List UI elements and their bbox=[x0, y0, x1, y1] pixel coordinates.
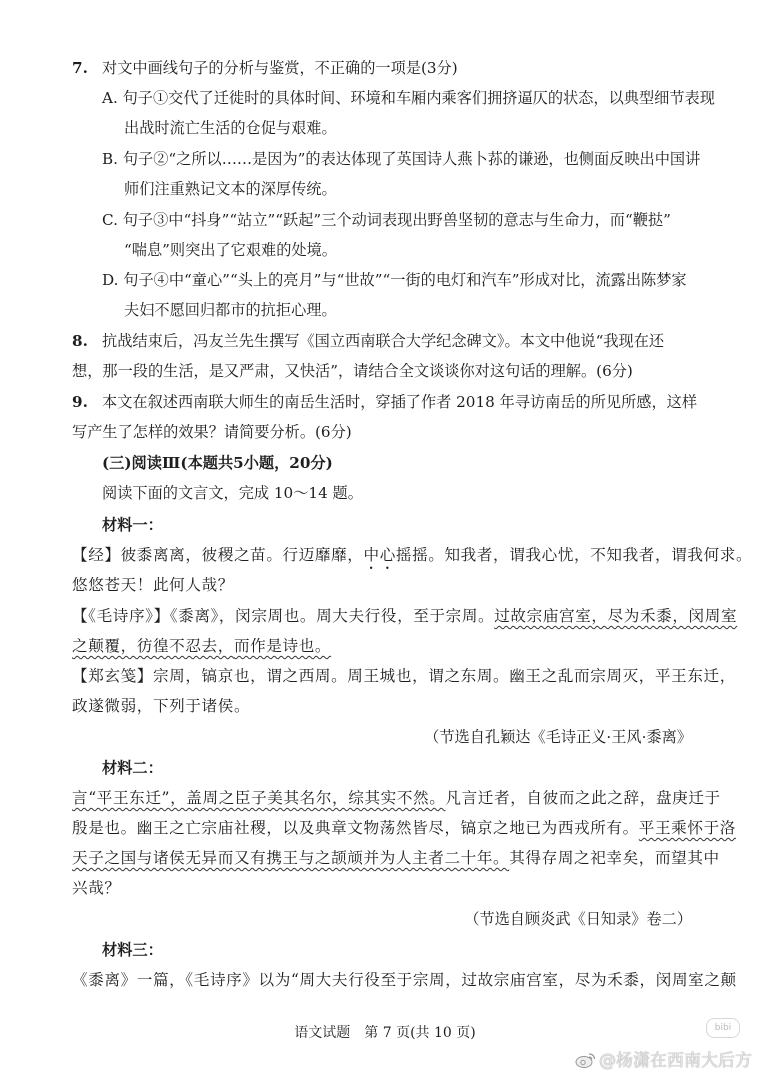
material-2-line1 bbox=[72, 788, 721, 808]
question-9-line2: 写产生了怎样的效果？请简要分析。(6分) bbox=[72, 423, 352, 441]
material-1-jing-line2: 悠悠苍天！此何人哉？ bbox=[72, 576, 234, 594]
material-2-line3 bbox=[72, 848, 720, 868]
material-2-text-1: 凡言迁者，自彼而之此之辞，盘庚迁于 bbox=[445, 789, 721, 807]
material-2-underlined-2: 平王乘怀于洛 bbox=[638, 819, 736, 837]
question-7-option-b-line1: B. 句子②“之所以……是因为”的表达体现了英国诗人燕卜荪的谦逊，也侧面反映出中国讲 bbox=[102, 150, 701, 168]
mao-text: 【《毛诗序》】《黍离》，闵宗周也。周大夫行役，至于宗周。 bbox=[72, 607, 495, 625]
section-3-intro: 阅读下面的文言文，完成 10～14 题。 bbox=[102, 484, 363, 502]
material-2-line2 bbox=[72, 818, 736, 838]
material-1-mao-line2 bbox=[72, 636, 331, 656]
material-1-label: 材料一： bbox=[102, 516, 163, 534]
question-7-option-a-line2: 出战时流亡生活的仓促与艰难。 bbox=[124, 119, 337, 137]
material-2-text-2: 殷是也。幽王之亡宗庙社稷，以及典章文物荡然皆尽，镐京之地已为西戎所有。 bbox=[72, 819, 639, 837]
question-7-option-c-line1: C. 句子③中“抖身”“站立”“跃起”三个动词表现出野兽坚韧的意志与生命力，而“鞭挞” bbox=[102, 211, 671, 229]
jing-text-a: 【经】彼黍离离，彼稷之苗。行迈靡靡， bbox=[72, 546, 364, 564]
material-2-underlined-1: 言“平王东迁”，盖周之臣子美其名尔，综其实不然。 bbox=[72, 789, 446, 807]
question-7-option-d-line2: 夫妇不愿回归都市的抗拒心理。 bbox=[124, 301, 337, 319]
app-logo-badge: bibi bbox=[706, 1018, 740, 1038]
material-1-zheng-line2: 政遂微弱，下列于诸侯。 bbox=[72, 697, 251, 715]
question-8-line2: 想，那一段的生活，是又严肃，又快活”，请结合全文谈谈你对这句话的理解。(6分) bbox=[72, 362, 633, 380]
weibo-icon bbox=[575, 1051, 597, 1069]
mao-text-2: 而作是诗也。 bbox=[233, 637, 332, 655]
material-2-underlined-3: 天子之国与诸侯无异而又有携王与之颉颃并为人主者二十年。 bbox=[72, 849, 510, 867]
question-8-line1: 抗战结束后，冯友兰先生撰写《国立西南联合大学纪念碑文》。本文中他说“我现在还 bbox=[102, 332, 665, 350]
material-2-text-3: 其得存周之祀幸矣，而望其中 bbox=[509, 849, 720, 867]
question-9-line1: 本文在叙述西南联大师生的南岳生活时，穿插了作者 2018 年寻访南岳的所见所感，这样 bbox=[102, 393, 698, 411]
material-2-source: （节选自顾炎武《日知录》卷二） bbox=[464, 910, 692, 928]
question-8-number: 8. bbox=[72, 332, 88, 350]
section-3-title: (三)阅读Ⅲ(本题共5小题，20分) bbox=[102, 454, 333, 472]
mao-underlined-text-2: 之颠覆，彷徨不忍去， bbox=[72, 637, 234, 655]
material-2-label: 材料二： bbox=[102, 759, 163, 777]
question-7-stem: 对文中画线句子的分析与鉴赏，不正确的一项是(3分) bbox=[102, 59, 458, 77]
material-3-label: 材料三： bbox=[102, 941, 163, 959]
jing-dotted-text: 中心 bbox=[363, 546, 396, 564]
material-1-source: （节选自孔颖达《毛诗正义·王风·黍离》 bbox=[424, 728, 692, 746]
question-7-option-d-line1: D. 句子④中“童心”“头上的亮月”与“世故”“一街的电灯和汽车”形成对比，流露出陈梦家 bbox=[102, 271, 687, 289]
jing-text-b: 摇摇。知我者，谓我心忧，不知我者，谓我何求。 bbox=[395, 546, 753, 564]
question-9-number: 9. bbox=[72, 393, 88, 411]
material-1-mao-line1 bbox=[72, 606, 737, 626]
watermark-text: @杨潇在西南大后方 bbox=[599, 1051, 752, 1071]
question-7-option-a-line1: A. 句子①交代了迁徙时的具体时间、环境和车厢内乘客们拥挤逼仄的状态，以典型细节表现 bbox=[102, 89, 715, 107]
page-footer: 语文试题 第 7 页(共 10 页) bbox=[294, 1025, 476, 1041]
material-2-line4: 兴哉？ bbox=[72, 879, 121, 897]
question-7-option-b-line2: 师们注重熟记文本的深厚传统。 bbox=[124, 180, 337, 198]
weibo-watermark bbox=[575, 1046, 752, 1071]
mao-underlined-text: 过故宗庙宫室，尽为禾黍，闵周室 bbox=[494, 607, 738, 625]
material-1-zheng-line1: 【郑玄笺】宗周，镐京也，谓之西周。周王城也，谓之东周。幽王之乱而宗周灭，平王东迁， bbox=[72, 667, 736, 685]
question-7-number: 7. bbox=[72, 59, 88, 77]
material-1-jing-line1 bbox=[72, 545, 752, 573]
question-7-option-c-line2: “喘息”则突出了它艰难的处境。 bbox=[124, 241, 337, 259]
material-3-line1: 《黍离》一篇，《毛诗序》以为“周大夫行役至于宗周，过故宗庙宫室，尽为禾黍，闵周室之颠 bbox=[72, 971, 737, 989]
